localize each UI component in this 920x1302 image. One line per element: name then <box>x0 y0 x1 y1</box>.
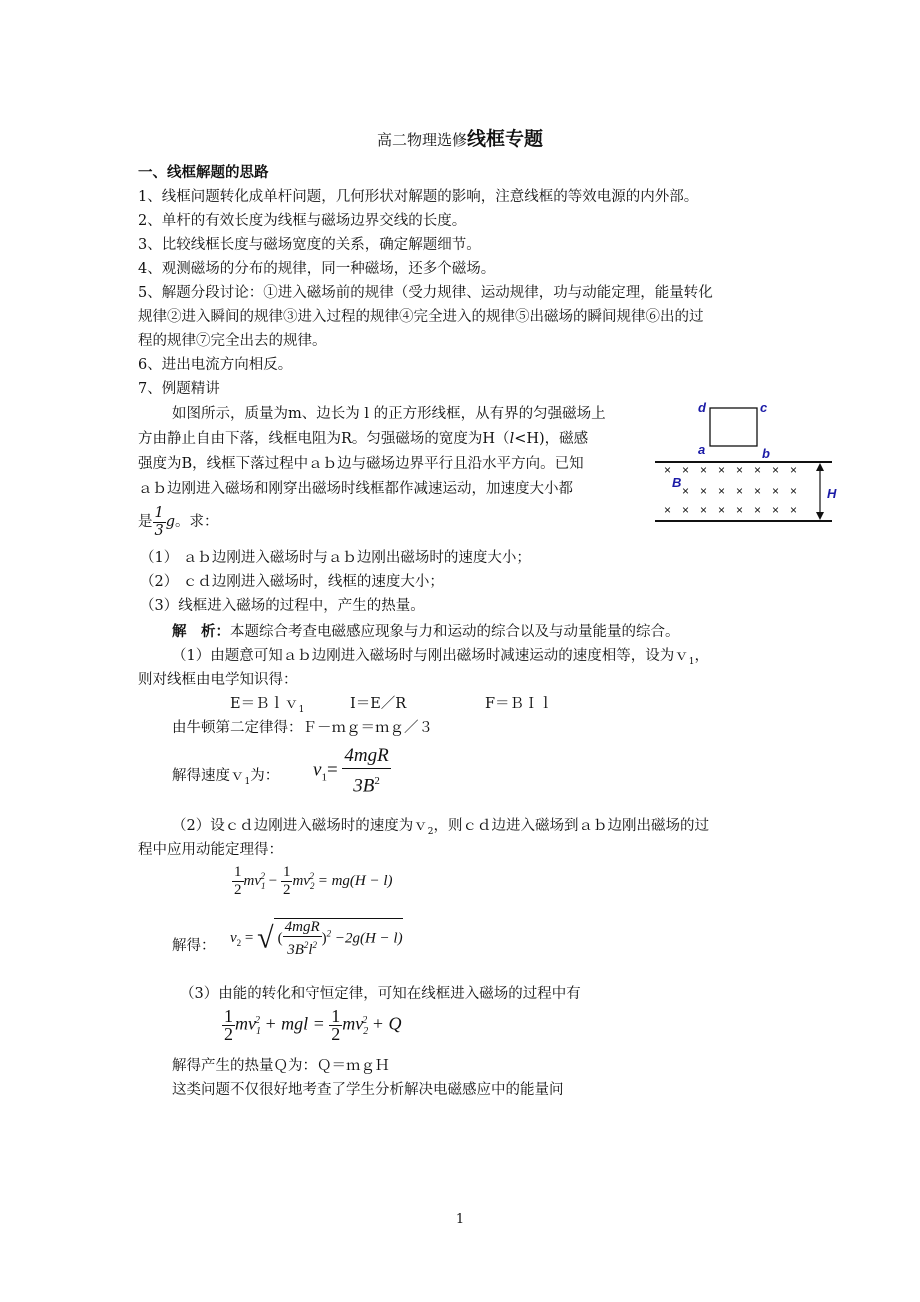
half-fraction <box>222 1008 235 1043</box>
field-cross: × <box>664 503 672 517</box>
problem-line: 如图所示，质量为m、边长为 l 的正方形线框，从有界的匀强磁场上 <box>172 406 606 422</box>
v2-den-sup2: 2 <box>312 940 318 950</box>
fraction-one-third <box>153 505 166 540</box>
field-cross: × <box>682 484 690 498</box>
problem-cond: <H)，磁感 <box>514 431 589 447</box>
solution-p1-line3: 则对线框由电学知识得： <box>138 672 298 688</box>
field-cross: × <box>700 484 708 498</box>
v1-den <box>342 769 390 798</box>
field-cross: × <box>772 463 780 477</box>
sub-1: 1 <box>261 880 266 891</box>
energy-equation <box>232 864 393 899</box>
v2-formula <box>230 918 403 959</box>
p1-sub: 1 <box>688 656 695 667</box>
p2-sub: 2 <box>427 826 434 837</box>
problem-line <box>138 504 219 540</box>
solution-intro-text: 本题综合考查电磁感应现象与力和运动的综合以及与动量能量的综合。 <box>230 624 680 640</box>
v2-label: 解得： <box>172 938 216 954</box>
v2-den-sup: 2 <box>303 940 309 950</box>
sup-2: 2 <box>309 870 314 881</box>
v1-num: 4mgR <box>342 744 390 769</box>
solution-p2 <box>172 816 709 842</box>
list-item: 1、线框问题转化成单杆问题，几何形状对解题的影响，注意线框的等效电源的内外部。 <box>138 189 699 205</box>
v2-num: 4mgR <box>284 919 320 935</box>
v1-label-tail: 为： <box>250 768 280 784</box>
v1-formula <box>313 744 391 798</box>
field-cross: × <box>682 503 690 517</box>
sub-1: 1 <box>256 1026 261 1038</box>
paren-close: ) <box>321 930 327 947</box>
field-cross: × <box>736 484 744 498</box>
field-cross: × <box>790 463 798 477</box>
newton-line: 由牛顿第二定律得：Ｆ－ｍｇ＝ｍｇ／３ <box>172 720 433 736</box>
p1-comma: ， <box>694 648 709 664</box>
field-crosses <box>664 463 797 517</box>
v2-tail: −2g(H − l) <box>334 930 403 947</box>
v2-den <box>283 937 322 959</box>
sup-2: 2 <box>260 870 265 881</box>
solution-label: 解 析： <box>172 624 230 640</box>
field-cross: × <box>736 503 744 517</box>
list-item: 规律②进入瞬间的规律③进入过程的规律④完全进入的规律⑤出磁场的瞬间规律⑥出的过 <box>138 309 704 325</box>
list-item: 2、单杆的有效长度为线框与磁场边界交线的长度。 <box>138 213 467 229</box>
corner-label-a: a <box>698 442 706 457</box>
magnetic-field-figure <box>650 396 840 531</box>
field-cross: × <box>700 463 708 477</box>
ask-text: 。求： <box>175 514 219 530</box>
frac-den: 3 <box>154 522 164 539</box>
v1-den-text: 3B <box>353 775 375 797</box>
half-num: 1 <box>282 864 291 880</box>
height-arrow-up <box>816 463 824 471</box>
var-g: g <box>165 514 176 530</box>
eq-E-text: E＝Ｂｌｖ <box>230 696 299 712</box>
half-num: 1 <box>234 864 242 880</box>
v1-label-text: 解得速度ｖ <box>172 768 245 784</box>
field-cross: × <box>754 503 762 517</box>
energy-rhs: = mg(H − l) <box>317 872 393 889</box>
field-cross: × <box>718 463 726 477</box>
paren-open: ( <box>277 930 283 947</box>
field-cross: × <box>790 484 798 498</box>
title-main: 线框专题 <box>467 128 544 150</box>
field-cross: × <box>718 484 726 498</box>
solution-intro <box>172 622 680 642</box>
sqrt-body <box>274 918 403 959</box>
v2-equals: = <box>244 929 254 946</box>
solution-p1 <box>172 646 709 672</box>
minus: − <box>268 872 278 889</box>
v2-lhs: v <box>230 929 237 946</box>
closing-line: 这类问题不仅很好地考查了学生分析解决电磁感应中的能量问 <box>172 1082 564 1098</box>
field-cross: × <box>772 484 780 498</box>
eq-I: I＝E／R <box>350 696 407 712</box>
v1-lhs-sub: 1 <box>321 771 327 784</box>
field-cross: × <box>736 463 744 477</box>
section-heading: 一、线框解题的思路 <box>138 165 269 181</box>
v2-fraction <box>283 919 322 959</box>
problem-line: ａｂ边刚进入磁场和刚穿出磁场时线框都作减速运动，加速度大小都 <box>138 481 573 497</box>
p2-text-b: ，则ｃｄ边进入磁场到ａｂ边刚出磁场的过 <box>433 818 709 834</box>
sup-2: 2 <box>362 1014 368 1026</box>
sqrt-sign: √ <box>257 921 274 955</box>
v1-fraction <box>342 744 390 798</box>
field-cross: × <box>772 503 780 517</box>
frac-num: 1 <box>154 504 164 521</box>
list-item: 4、观测磁场的分布的规律，同一种磁场，还多个磁场。 <box>138 261 496 277</box>
solution-p3: （3）由能的转化和守恒定律，可知在线框进入磁场的过程中有 <box>180 986 581 1002</box>
eq3-mid: + mgl = <box>264 1013 325 1034</box>
v1-label-sub: 1 <box>244 776 251 787</box>
corner-label-b: b <box>762 446 770 461</box>
page-title <box>0 124 920 151</box>
half-den: 2 <box>224 1024 233 1044</box>
page-number: 1 <box>455 1212 465 1227</box>
eq3-end: + Q <box>371 1013 402 1034</box>
v1-den-sup: 2 <box>374 775 380 787</box>
corner-label-d: d <box>698 400 706 415</box>
problem-line-text: 方由静止自由下落，线框电阻为R。匀强磁场的宽度为H（ <box>138 431 510 447</box>
half-den: 2 <box>331 1024 341 1044</box>
eq-F: F＝ＢＩｌ <box>485 696 554 712</box>
eq-E-sub: 1 <box>298 704 305 715</box>
v2-lhs-sub: 2 <box>236 937 242 948</box>
field-cross: × <box>682 463 690 477</box>
conservation-equation <box>222 1008 401 1043</box>
list-item: 程的规律⑦完全出去的规律。 <box>138 333 327 349</box>
p1-text: （1）由题意可知ａｂ边刚进入磁场时与刚出磁场时减速运动的速度相等，设为ｖ <box>172 648 689 664</box>
p2-text: （2）设ｃｄ边刚进入磁场时的速度为ｖ <box>172 818 428 834</box>
is-label: 是 <box>138 514 153 530</box>
mv-term: mv <box>235 1013 256 1034</box>
sup-2: 2 <box>255 1014 260 1026</box>
list-item: 7、例题精讲 <box>138 381 220 397</box>
field-cross: × <box>700 503 708 517</box>
list-item: 5、解题分段讨论：①进入磁场前的规律（受力规律、运动规律，功与动能定理，能量转化 <box>138 285 713 301</box>
eq-E <box>230 694 304 720</box>
field-cross: × <box>664 463 672 477</box>
v2-den-text: 3B <box>287 942 304 958</box>
v2-den-l: l <box>308 942 313 958</box>
list-item: 3、比较线框长度与磁场宽度的关系，确定解题细节。 <box>138 237 481 253</box>
field-cross: × <box>718 503 726 517</box>
title-prefix: 高二物理选修 <box>376 131 467 149</box>
sub-2: 2 <box>363 1026 369 1038</box>
solution-p2-line2: 程中应用动能定理得： <box>138 842 283 858</box>
field-cross: × <box>754 463 762 477</box>
height-label-H: H <box>827 486 837 501</box>
question-item: （3）线框进入磁场的过程中，产生的热量。 <box>140 598 425 614</box>
half-fraction <box>281 864 293 899</box>
half-fraction <box>232 864 244 899</box>
half-den: 2 <box>282 882 291 898</box>
list-item: 6、进出电流方向相反。 <box>138 357 293 373</box>
corner-label-c: c <box>760 400 768 415</box>
field-label-B: B <box>672 475 682 490</box>
problem-line: 强度为B，线框下落过程中ａｂ边与磁场边界平行且沿水平方向。已知 <box>138 456 584 472</box>
problem-line <box>138 429 588 449</box>
field-cross: × <box>754 484 762 498</box>
height-arrow-down <box>816 512 824 520</box>
var-l: l <box>509 431 515 447</box>
half-num: 1 <box>224 1006 233 1026</box>
sub-2: 2 <box>309 880 315 891</box>
question-item: （2） ｃｄ边刚进入磁场时，线框的速度大小； <box>140 574 444 590</box>
v1-lhs: v <box>313 759 322 781</box>
v1-label <box>172 766 279 792</box>
v1-equals: = <box>326 759 338 781</box>
half-num: 1 <box>331 1006 341 1026</box>
mv-term: mv <box>243 872 261 889</box>
mv-term: mv <box>292 872 310 889</box>
square-sup: 2 <box>326 928 332 939</box>
q-result: 解得产生的热量Ｑ为：Ｑ＝ｍｇＨ <box>172 1058 390 1074</box>
half-den: 2 <box>234 882 242 898</box>
question-item: （1） ａｂ边刚进入磁场时与ａｂ边刚出磁场时的速度大小； <box>140 550 531 566</box>
mv-term: mv <box>342 1013 364 1034</box>
half-fraction <box>329 1008 342 1043</box>
wire-frame <box>710 408 757 446</box>
field-cross: × <box>790 503 798 517</box>
